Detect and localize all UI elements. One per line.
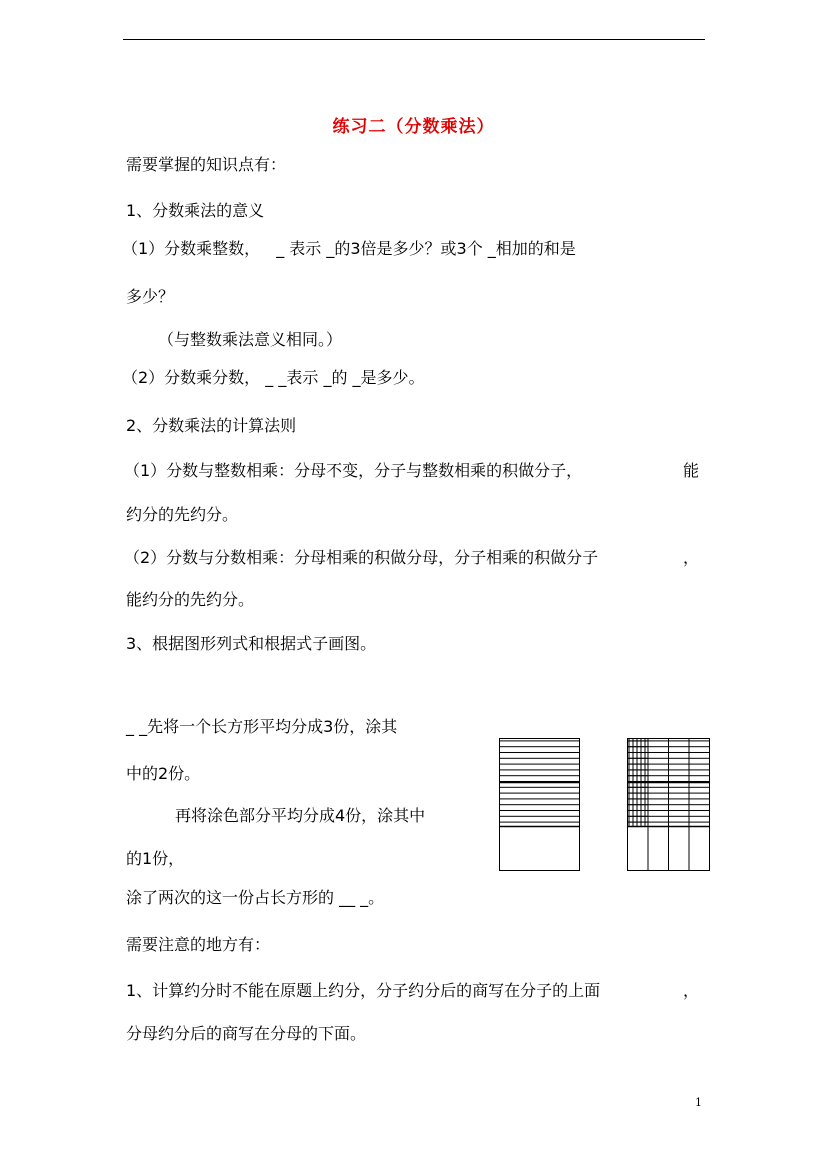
- point-2-1-end: 能: [682, 461, 699, 480]
- point-2-1-text: （1）分数与整数相乘：分母不变，分子与整数相乘的积做分子，: [124, 461, 583, 480]
- point-1-2-line: （2）分数乘分数， _ _表示 _的 _是多少。: [122, 368, 425, 387]
- note-1-line: [126, 981, 699, 1001]
- point-2-2-line: [124, 548, 699, 568]
- point-1-1-continued: 多少？: [126, 287, 175, 306]
- note-1-text: 1、计算约分时不能在原题上约分，分子约分后的商写在分子的上面: [126, 981, 601, 1000]
- point-2-2-continued: 能约分的先约分。: [126, 590, 255, 609]
- figure-rectangle-thirds: [499, 738, 581, 872]
- figure-rectangle-quarters: [627, 738, 711, 872]
- point-1-note: （与整数乘法意义相同。）: [158, 330, 343, 349]
- note-1-end: ，: [682, 981, 699, 1000]
- page-title: 练习二（分数乘法）: [332, 117, 495, 137]
- header-rule: [123, 39, 705, 40]
- point-1-1-lead: （1）分数乘整数，: [122, 239, 261, 258]
- exercise-line-1: _ _先将一个长方形平均分成3份，涂其: [126, 717, 398, 736]
- point-2-heading: 2、分数乘法的计算法则: [126, 416, 297, 435]
- exercise-line-2: 中的2份。: [126, 764, 201, 783]
- point-1-heading: 1、分数乘法的意义: [126, 201, 265, 220]
- point-2-2-end: ，: [682, 548, 699, 567]
- note-1-continued: 分母约分后的商写在分母的下面。: [126, 1024, 367, 1043]
- exercise-line-3: 再将涂色部分平均分成4份，涂其中: [175, 806, 426, 825]
- point-3-heading: 3、根据图形列式和根据式子画图。: [126, 634, 377, 653]
- section-heading-knowledge: 需要掌握的知识点有：: [126, 155, 287, 174]
- page-number: 1: [695, 1096, 702, 1109]
- point-2-1-line: [124, 461, 699, 481]
- point-2-2-text: （2）分数与分数相乘：分母相乘的积做分母，分子相乘的积做分子: [124, 548, 599, 567]
- exercise-line-4: 的1份，: [126, 849, 185, 868]
- exercise-line-5: 涂了两次的这一份占长方形的 __ _。: [126, 888, 385, 907]
- point-2-1-continued: 约分的先约分。: [126, 505, 239, 524]
- point-1-1-line: [122, 239, 576, 259]
- point-1-1-text: _ 表示 _的3倍是多少？或3个 _相加的和是: [276, 239, 576, 258]
- section-heading-notes: 需要注意的地方有：: [126, 935, 271, 954]
